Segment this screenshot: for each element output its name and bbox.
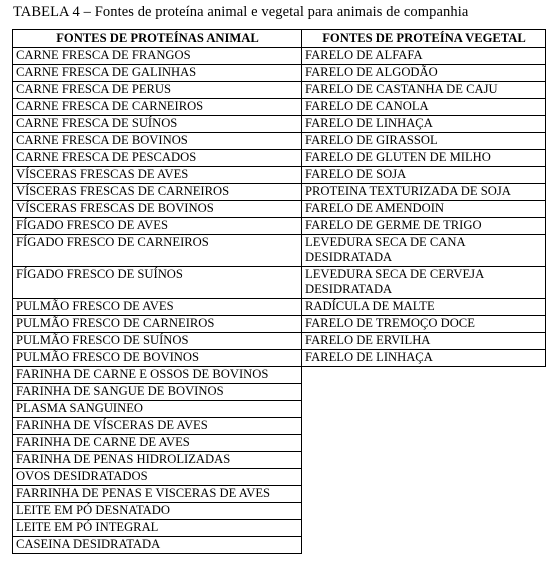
cell-vegetal: FARELO DE TREMOÇO DOCE [302, 316, 546, 333]
header-vegetal: FONTES DE PROTEÍNA VEGETAL [302, 30, 546, 48]
table-row [13, 65, 546, 82]
cell-animal: CASEINA DESIDRATADA [13, 537, 302, 554]
header-animal: FONTES DE PROTEÍNAS ANIMAL [13, 30, 302, 48]
cell-vegetal: FARELO DE CANOLA [302, 99, 546, 116]
cell-animal: PULMÃO FRESCO DE BOVINOS [13, 350, 302, 367]
cell-animal: LEITE EM PÓ INTEGRAL [13, 520, 302, 537]
table-row [13, 435, 546, 452]
cell-animal: OVOS DESIDRATADOS [13, 469, 302, 486]
table-row [13, 99, 546, 116]
cell-vegetal: FARELO DE CASTANHA DE CAJU [302, 82, 546, 99]
table-row [13, 367, 546, 384]
cell-vegetal: FARELO DE SOJA [302, 167, 546, 184]
cell-empty [302, 435, 546, 452]
cell-empty [302, 384, 546, 401]
table-row [13, 316, 546, 333]
table-row [13, 150, 546, 167]
table-body [13, 48, 546, 554]
cell-animal: VÍSCERAS FRESCAS DE CARNEIROS [13, 184, 302, 201]
cell-animal: CARNE FRESCA DE SUÍNOS [13, 116, 302, 133]
table-row [13, 520, 546, 537]
cell-animal: FARINHA DE VÍSCERAS DE AVES [13, 418, 302, 435]
cell-empty [302, 401, 546, 418]
cell-animal: CARNE FRESCA DE CARNEIROS [13, 99, 302, 116]
table-row [13, 384, 546, 401]
cell-empty [302, 418, 546, 435]
cell-empty [302, 537, 546, 554]
cell-animal: CARNE FRESCA DE BOVINOS [13, 133, 302, 150]
cell-animal: CARNE FRESCA DE GALINHAS [13, 65, 302, 82]
cell-animal: FARRINHA DE PENAS E VISCERAS DE AVES [13, 486, 302, 503]
cell-vegetal: FARELO DE ALFAFA [302, 48, 546, 65]
table-row [13, 452, 546, 469]
table-row [13, 218, 546, 235]
cell-animal: FARINHA DE SANGUE DE BOVINOS [13, 384, 302, 401]
cell-empty [302, 503, 546, 520]
cell-animal: FARINHA DE CARNE E OSSOS DE BOVINOS [13, 367, 302, 384]
table-row [13, 503, 546, 520]
cell-empty [302, 486, 546, 503]
cell-empty [302, 367, 546, 384]
table-caption: TABELA 4 – Fontes de proteína animal e vegetal para animais de companhia [13, 4, 469, 20]
cell-vegetal: FARELO DE ALGODÃO [302, 65, 546, 82]
cell-animal: PULMÃO FRESCO DE CARNEIROS [13, 316, 302, 333]
table-row [13, 201, 546, 218]
cell-empty [302, 520, 546, 537]
table-row [13, 48, 546, 65]
cell-animal: PULMÃO FRESCO DE AVES [13, 299, 302, 316]
cell-animal: LEITE EM PÓ DESNATADO [13, 503, 302, 520]
table-row [13, 486, 546, 503]
table-row [13, 418, 546, 435]
cell-vegetal: FARELO DE GERME DE TRIGO [302, 218, 546, 235]
cell-vegetal: FARELO DE ERVILHA [302, 333, 546, 350]
header-row [13, 30, 546, 48]
table-row [13, 401, 546, 418]
cell-animal: PLASMA SANGUINEO [13, 401, 302, 418]
cell-vegetal: FARELO DE GLUTEN DE MILHO [302, 150, 546, 167]
table-row [13, 469, 546, 486]
table-row [13, 537, 546, 554]
cell-empty [302, 469, 546, 486]
protein-sources-table [12, 29, 546, 554]
cell-vegetal: FARELO DE LINHAÇA [302, 350, 546, 367]
table-row [13, 350, 546, 367]
cell-vegetal: FARELO DE AMENDOIN [302, 201, 546, 218]
cell-animal: PULMÃO FRESCO DE SUÍNOS [13, 333, 302, 350]
cell-animal: CARNE FRESCA DE FRANGOS [13, 48, 302, 65]
table-row [13, 82, 546, 99]
table-row [13, 184, 546, 201]
cell-vegetal: LEVEDURA SECA DE CANA DESIDRATADA [302, 235, 546, 267]
cell-animal: VÍSCERAS FRESCAS DE AVES [13, 167, 302, 184]
cell-animal: CARNE FRESCA DE PESCADOS [13, 150, 302, 167]
table-row [13, 116, 546, 133]
table-row [13, 333, 546, 350]
table-row [13, 267, 546, 299]
cell-animal: CARNE FRESCA DE PERUS [13, 82, 302, 99]
cell-animal: FÍGADO FRESCO DE SUÍNOS [13, 267, 302, 299]
cell-vegetal: RADÍCULA DE MALTE [302, 299, 546, 316]
cell-vegetal: PROTEINA TEXTURIZADA DE SOJA [302, 184, 546, 201]
cell-animal: FARINHA DE PENAS HIDROLIZADAS [13, 452, 302, 469]
table-row [13, 299, 546, 316]
cell-empty [302, 452, 546, 469]
cell-animal: FÍGADO FRESCO DE AVES [13, 218, 302, 235]
table-row [13, 133, 546, 150]
cell-animal: FÍGADO FRESCO DE CARNEIROS [13, 235, 302, 267]
cell-animal: FARINHA DE CARNE DE AVES [13, 435, 302, 452]
table-row [13, 235, 546, 267]
cell-vegetal: FARELO DE GIRASSOL [302, 133, 546, 150]
cell-vegetal: FARELO DE LINHAÇA [302, 116, 546, 133]
cell-vegetal: LEVEDURA SECA DE CERVEJA DESIDRATADA [302, 267, 546, 299]
table-row [13, 167, 546, 184]
cell-animal: VÍSCERAS FRESCAS DE BOVINOS [13, 201, 302, 218]
